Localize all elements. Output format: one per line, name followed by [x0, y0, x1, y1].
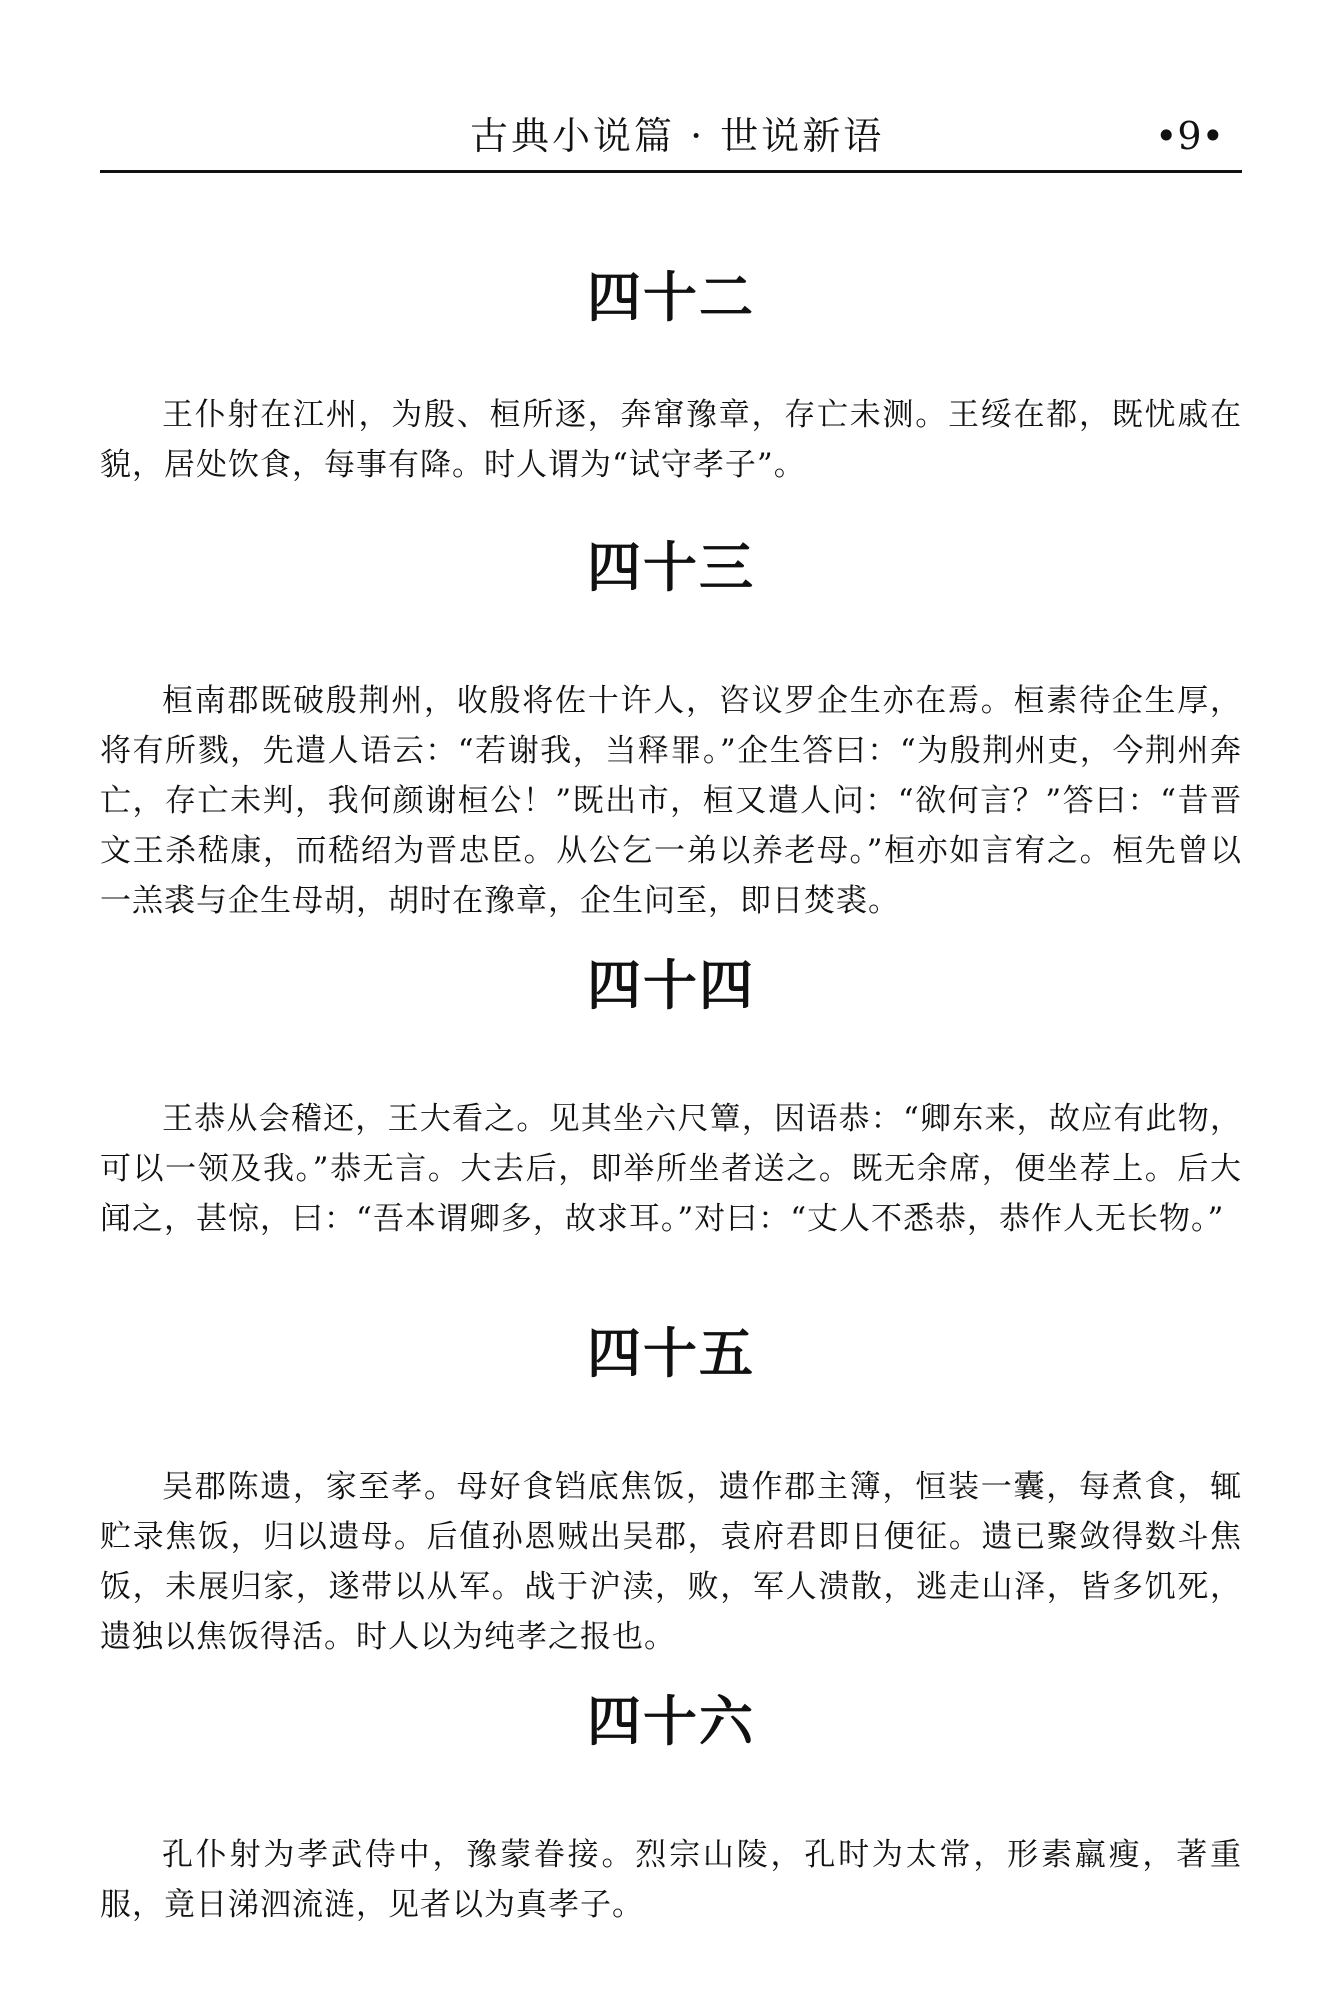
header-divider	[100, 170, 1242, 173]
page-header	[100, 108, 1242, 168]
section-title: 四十四	[587, 953, 755, 1017]
section-45	[100, 1318, 1242, 1662]
section-text: 桓南郡既破殷荆州，收殷将佐十许人，咨议罗企生亦在焉。桓素待企生厚，将有所戮，先遣人语云：“若谢我，当释罪。”企生答曰：“为殷荆州吏，今荆州奔亡，存亡未判，我何颜谢桓公！”既出市，桓又遣人问：“欲何言？”答曰：“昔晋文王杀嵇康，而嵇绍为晋忠臣。从公乞一弟以养老母。”桓亦如言宥之。桓先曾以一羔裘与企生母胡，胡时在豫章，企生问至，即日焚裘。	[100, 683, 1242, 919]
running-header-title: 古典小说篇 · 世说新语	[470, 114, 885, 158]
section-title: 四十三	[587, 535, 755, 599]
section-text: 王仆射在江州，为殷、桓所逐，奔窜豫章，存亡未测。王绥在都，既忧戚在貌，居处饮食，每事有降。时人谓为“试守孝子”。	[100, 397, 1242, 483]
section-44	[100, 950, 1242, 1244]
section-text: 王恭从会稽还，王大看之。见其坐六尺簟，因语恭：“卿东来，故应有此物，可以一领及我。”恭无言。大去后，即举所坐者送之。既无余席，便坐荐上。后大闻之，甚惊，曰：“吾本谓卿多，故求耳。”对曰：“丈人不悉恭，恭作人无长物。”	[100, 1101, 1242, 1237]
section-title: 四十五	[587, 1321, 755, 1385]
section-43	[100, 532, 1242, 926]
section-text: 吴郡陈遗，家至孝。母好食铛底焦饭，遗作郡主簿，恒装一囊，每煮食，辄贮录焦饭，归以遗母。后值孙恩贼出吴郡，袁府君即日便征。遗已聚敛得数斗焦饭，未展归家，遂带以从军。战于沪渎，败，军人溃散，逃走山泽，皆多饥死，遗独以焦饭得活。时人以为纯孝之报也。	[100, 1469, 1242, 1655]
section-text: 孔仆射为孝武侍中，豫蒙眷接。烈宗山陵，孔时为太常，形素羸瘦，著重服，竟日涕泗流涟，见者以为真孝子。	[100, 1837, 1242, 1923]
section-title: 四十二	[587, 265, 755, 329]
section-46	[100, 1686, 1242, 1930]
page-number: •9•	[1154, 114, 1224, 158]
section-42	[100, 262, 1242, 490]
section-title: 四十六	[587, 1689, 755, 1753]
